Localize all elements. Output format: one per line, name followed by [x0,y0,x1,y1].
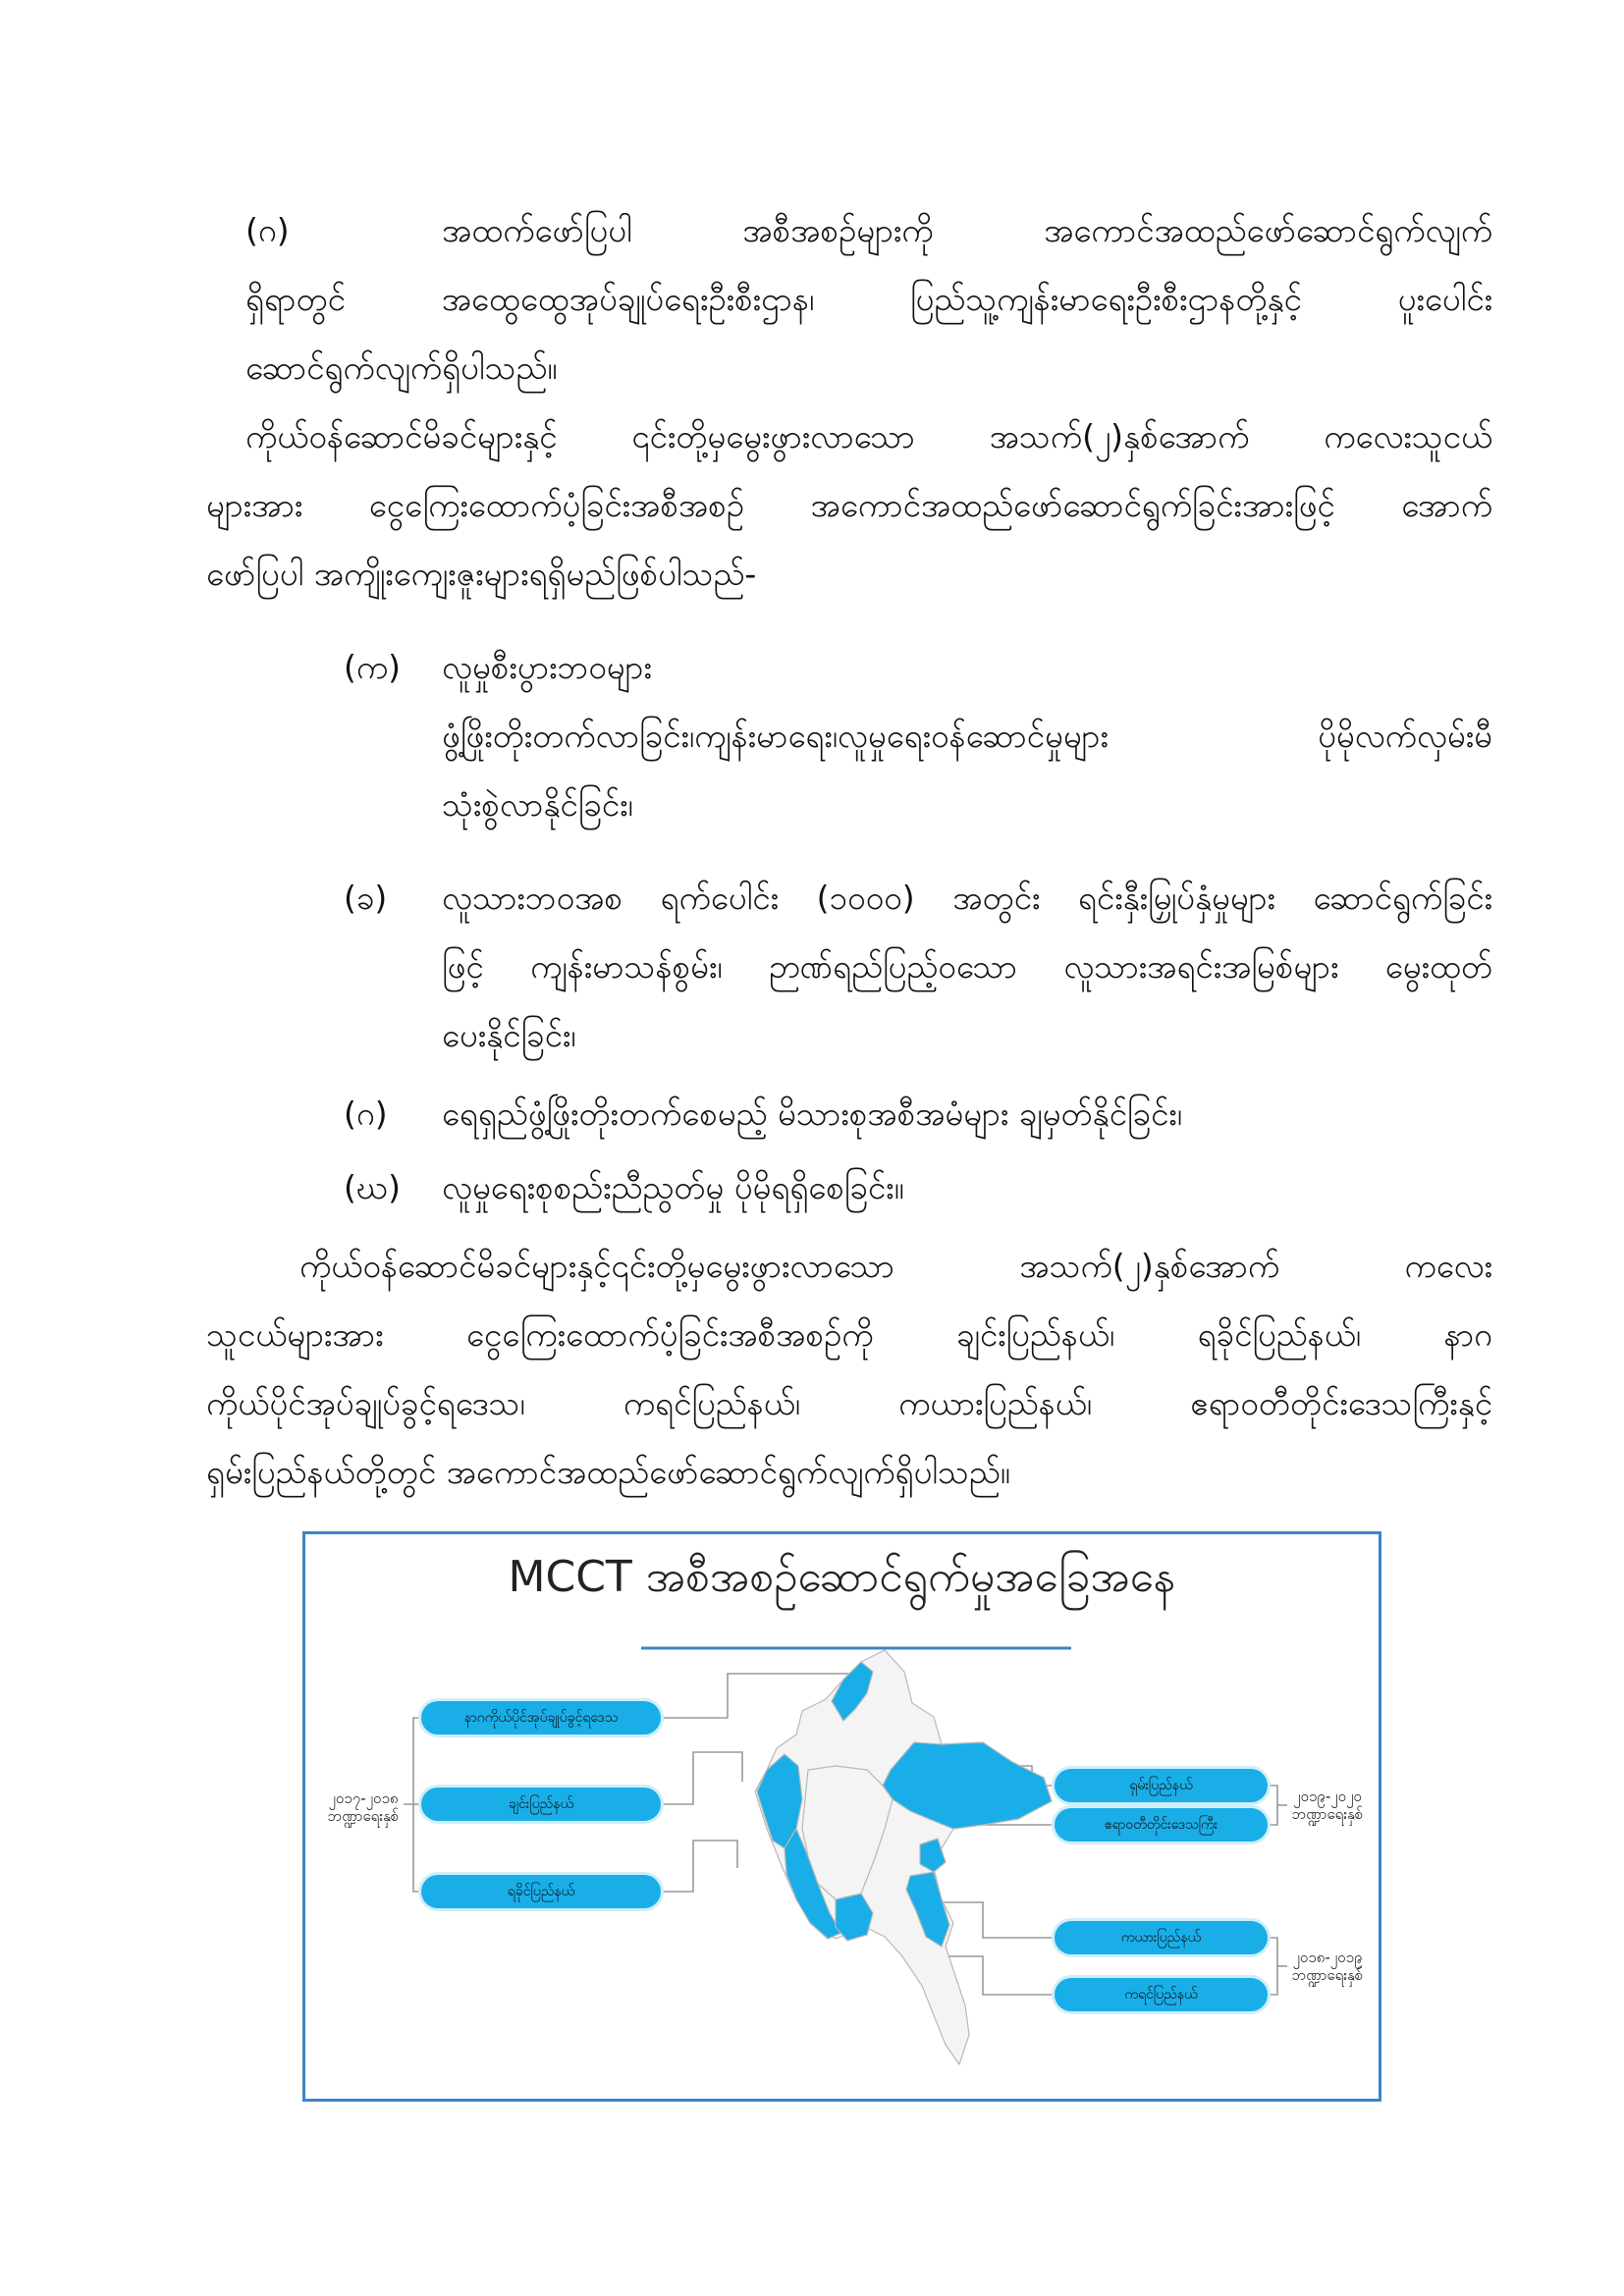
para3-line: သူငယ်များအား ငွေကြေးထောက်ပံ့ခြင်းအစီအစဉ်ကို ချင်းပြည်နယ်၊ ရခိုင်ပြည်နယ်၊ နာဂ [206,1315,1492,1354]
para3-text [206,1232,1492,1507]
year-unit: ဘဏ္ဍာရေးနှစ် [327,1807,400,1825]
year-unit: ဘဏ္ဍာရေးနှစ် [1291,1805,1364,1823]
year-range: ၂၀၁၉-၂၀၂၀ [1293,1788,1362,1805]
region-pill-naga: နာဂကိုယ်ပိုင်အုပ်ချုပ်ခွင့်ရဒေသ [421,1701,661,1735]
region-pill-ayeyarwady: ဧရာဝတီတိုင်းဒေသကြီး [1055,1808,1268,1842]
para2-text [206,402,1492,609]
benefit-kha [442,864,1492,1070]
para1-line: ဆောင်ရွက်လျက်ရှိပါသည်။ [245,348,558,387]
para1-text [245,196,1492,402]
benefit-line: သုံးစွဲလာနိုင်ခြင်း၊ [442,785,633,824]
connector-line [1268,1938,1277,1995]
year-label-left [319,1789,407,1825]
benefit-marker-kha: (ခ) [344,879,388,917]
connector-line [661,1841,737,1892]
benefit-ga [442,1080,1492,1148]
para2-line: များအား ငွေကြေးထောက်ပံ့ခြင်းအစီအစဉ် အကောင်အထည်ဖော်ဆောင်ရွက်ခြင်းအားဖြင့် အောက် [206,486,1492,524]
para3-line: ကိုယ်ဝန်ဆောင်မိခင်များနှင့်၎င်းတို့မှမွေးဖွားလာသော အသက်(၂)နှစ်အောက် ကလေး [299,1247,1492,1285]
para2-line: ဖော်ပြပါ အကျိုးကျေးဇူးများရရှိမည်ဖြစ်ပါသည်- [206,555,757,593]
region-pill-kayah: ကယားပြည်နယ် [1055,1921,1268,1954]
connector-line [1268,1786,1277,1825]
benefit-line: ဖြင့် ကျန်းမာသန်စွမ်း၊ ဉာဏ်ရည်ပြည့်ဝသော လူသားအရင်းအမြစ်များ မွေးထုတ် [442,947,1492,986]
mcct-figure [302,1531,1381,2102]
year-range: ၂၀၁၈-၂၀၁၉ [1292,1949,1363,1966]
benefit-marker-ga: (ဂ) [344,1095,388,1133]
para1-line: အထက်ဖော်ပြပါ အစီအစဉ်များကို အကောင်အထည်ဖော်ဆောင်ရွက်လျက် [442,211,1492,249]
benefit-line: ပေးနိုင်ခြင်း၊ [442,1016,576,1054]
year-label-right-bottom [1283,1949,1372,1984]
benefit-line: ရေရှည်ဖွံ့ဖြိုးတိုးတက်စေမည့် မိသားစုအစီအမံများ ချမှတ်နိုင်ခြင်း၊ [442,1095,1182,1133]
region-pill-kayin: ကရင်ပြည်နယ် [1055,1978,1268,2011]
para2-line: ကိုယ်ဝန်ဆောင်မိခင်များနှင့် ၎င်းတို့မှမွေးဖွားလာသော အသက်(၂)နှစ်အောက် ကလေးသူငယ် [245,417,1492,455]
region-pill-shan: ရှမ်းပြည်နယ် [1055,1769,1268,1802]
para1-marker: (ဂ) [245,211,290,249]
myanmar-map [755,1650,1052,2064]
figure-title: MCCT အစီအစဉ်ဆောင်ရွက်မှုအခြေအနေ [508,1552,1176,1602]
benefit-marker-gha: (ဃ) [344,1168,401,1206]
region-pill-chin: ချင်းပြည်နယ် [421,1788,661,1821]
year-unit: ဘဏ္ဍာရေးနှစ် [1291,1966,1364,1984]
benefit-line: လူသားဘဝအစ ရက်ပေါင်း (၁၀၀၀) အတွင်း ရင်းနှီးမြှုပ်နှံမှုများ ဆောင်ရွက်ခြင်း [442,879,1492,917]
connector-line [413,1804,421,1892]
year-label-right-top [1283,1788,1372,1823]
benefit-ka [442,633,1492,839]
benefit-line: လူမှုစီးပွားဘဝများ [442,648,652,686]
para3-line: ရှမ်းပြည်နယ်တို့တွင် အကောင်အထည်ဖော်ဆောင်ရွက်လျက်ရှိပါသည်။ [206,1453,1010,1491]
benefit-marker-ka: (က) [344,648,402,686]
region-pill-rakhine: ရခိုင်ပြည်နယ် [421,1875,661,1908]
benefit-line: ဖွံ့ဖြိုးတိုးတက်လာခြင်း၊ကျန်းမာရေး၊လူမှုရေးဝန်ဆောင်မှုများ ပိုမိုလက်လှမ်းမီ [442,717,1492,755]
year-range: ၂၀၁၇-၂၀၁၈ [328,1789,399,1807]
para1-line: ရှိရာတွင် အထွေထွေအုပ်ချုပ်ရေးဦးစီးဌာန၊ ပြည်သူ့ကျန်းမာရေးဦးစီးဌာနတို့နှင့် ပူးပေါင်း [245,280,1492,318]
benefit-gha [442,1153,1492,1222]
connector-line [661,1752,742,1804]
para3-line: ကိုယ်ပိုင်အုပ်ချုပ်ခွင့်ရဒေသ၊ ကရင်ပြည်နယ်၊ ကယားပြည်နယ်၊ ဧရာဝတီတိုင်းဒေသကြီးနှင့် [206,1384,1492,1422]
benefit-line: လူမှုရေးစုစည်းညီညွတ်မှု ပိုမိုရရှိစေခြင်း။ [442,1168,904,1206]
